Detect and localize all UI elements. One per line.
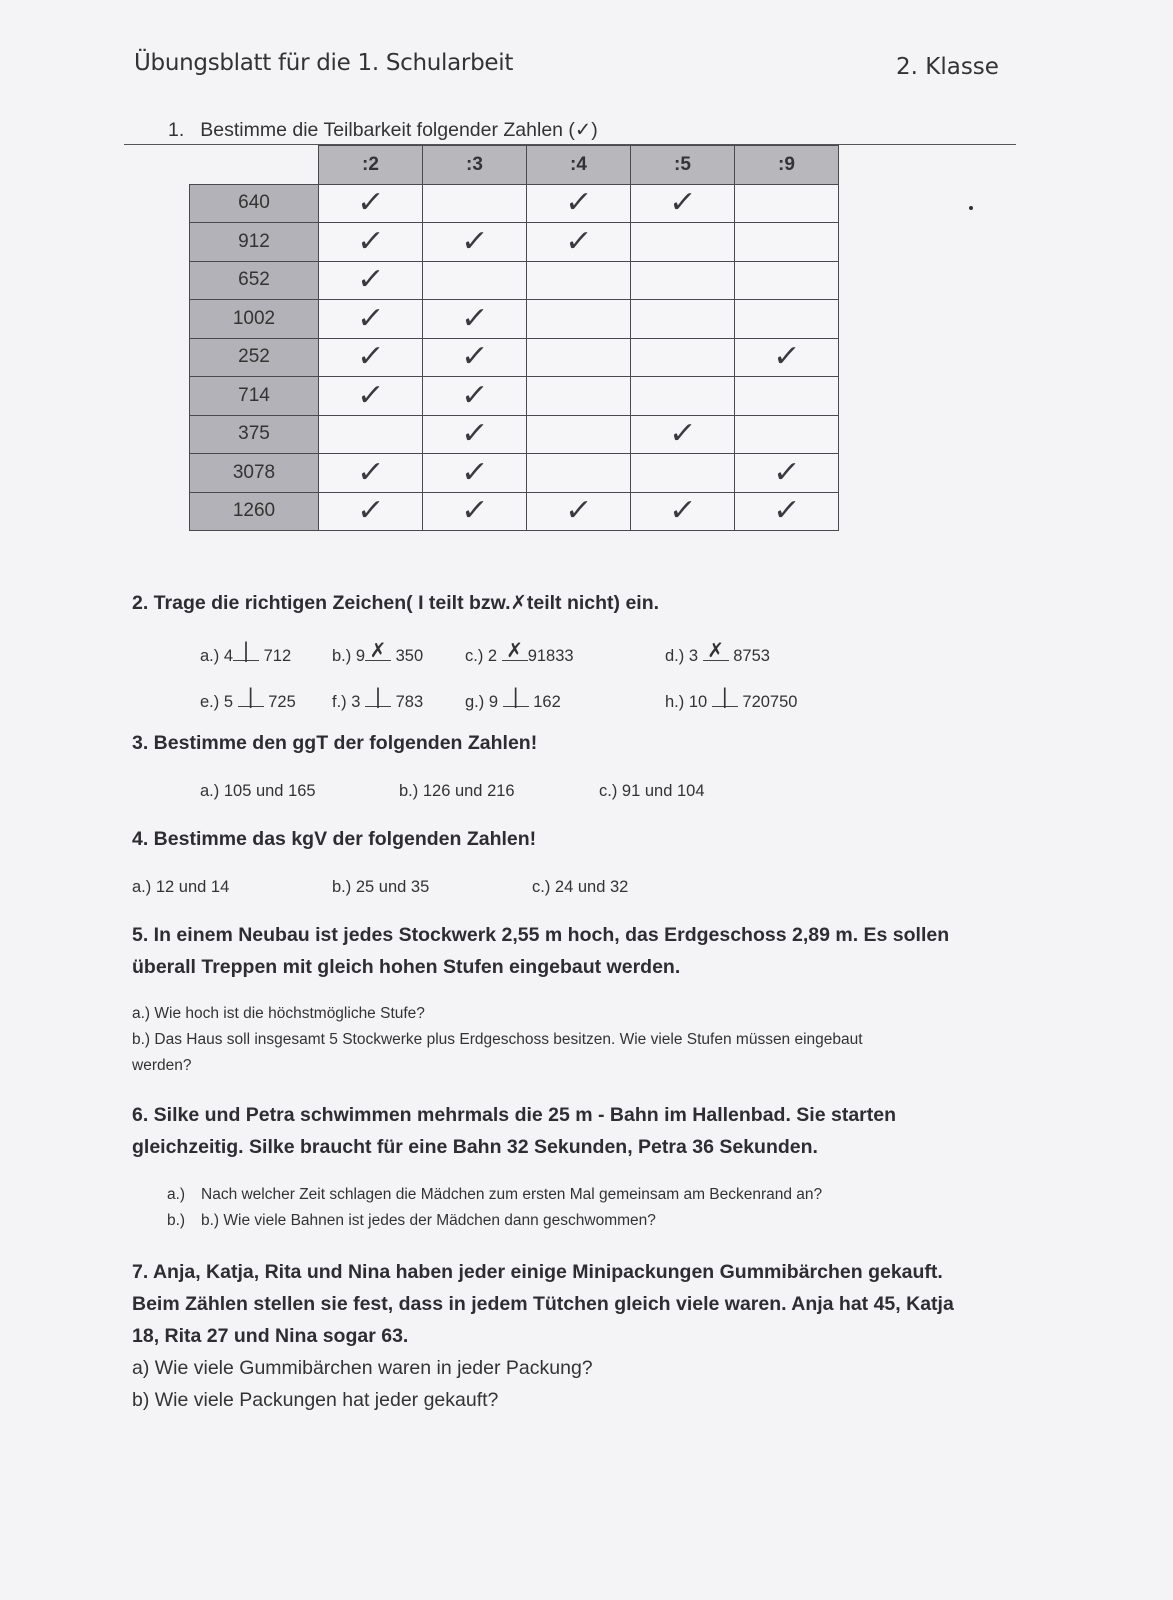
column-header: :9 <box>735 146 839 185</box>
check-mark-icon: ✓ <box>667 416 698 452</box>
question-1-number: 1. <box>168 119 185 141</box>
table-cell[interactable] <box>735 300 839 339</box>
check-mark-icon: ✓ <box>459 223 490 259</box>
table-cell[interactable] <box>631 415 735 454</box>
check-mark-icon: ✓ <box>459 416 490 452</box>
table-cell[interactable] <box>423 184 527 223</box>
question-7-line-3: 18, Rita 27 und Nina sogar 63. <box>132 1325 409 1347</box>
check-mark-icon: ✓ <box>459 377 490 413</box>
table-cell[interactable] <box>319 338 423 377</box>
table-cell[interactable] <box>735 415 839 454</box>
table-cell[interactable] <box>631 223 735 262</box>
question-7-subquestions <box>132 1352 593 1416</box>
check-mark-icon: ✓ <box>771 493 802 529</box>
table-cell[interactable] <box>423 454 527 493</box>
question-7-sub-b: b) Wie viele Packungen hat jeder gekauft? <box>132 1389 499 1411</box>
question-5-text <box>132 919 949 983</box>
question-5-sub-b-line-2: werden? <box>132 1057 192 1074</box>
item-value: 783 <box>395 693 424 711</box>
check-mark-icon: ✓ <box>771 454 802 490</box>
table-cell[interactable] <box>423 377 527 416</box>
table-cell[interactable] <box>527 300 631 339</box>
table-cell[interactable] <box>319 415 423 454</box>
divides-mark-icon: | <box>247 684 254 708</box>
item-label: f.) 3 <box>332 693 361 711</box>
sub-text: Nach welcher Zeit schlagen die Mädchen zum ersten Mal gemeinsam am Beckenrand an? <box>201 1186 823 1203</box>
divides-item-a <box>200 638 292 666</box>
divides-item-e <box>200 684 296 712</box>
question-6-line-1: 6. Silke und Petra schwimmen mehrmals die 25 m - Bahn im Hallenbad. Sie starten <box>132 1104 897 1126</box>
item-value: 91833 <box>527 647 574 665</box>
check-mark-icon: ✓ <box>459 493 490 529</box>
table-cell[interactable] <box>319 377 423 416</box>
table-cell[interactable] <box>735 261 839 300</box>
question-5-sub-b-line-1: b.) Das Haus soll insgesamt 5 Stockwerke plus Erdgeschoss besitzen. Wie viele Stufen müssen eingebaut <box>132 1031 863 1048</box>
table-cell[interactable] <box>423 338 527 377</box>
row-number: 640 <box>190 184 319 223</box>
check-mark-icon: ✓ <box>563 493 594 529</box>
question-7-text <box>132 1256 954 1352</box>
question-6-text <box>132 1099 896 1163</box>
table-cell[interactable] <box>527 377 631 416</box>
class-label: 2. Klasse <box>896 54 999 80</box>
table-cell[interactable] <box>631 300 735 339</box>
table-cell[interactable] <box>319 300 423 339</box>
table-cell[interactable] <box>735 377 839 416</box>
answer-blank[interactable] <box>503 684 529 708</box>
table-cell[interactable] <box>527 492 631 531</box>
table-cell[interactable] <box>527 338 631 377</box>
divides-item-c <box>465 638 574 666</box>
table-cell[interactable] <box>527 184 631 223</box>
answer-blank[interactable] <box>233 638 259 662</box>
table-cell[interactable] <box>631 338 735 377</box>
item-value: 350 <box>395 647 424 665</box>
divides-mark-icon: | <box>512 684 519 708</box>
table-corner <box>190 146 319 185</box>
question-2-text-post: teilt nicht) ein. <box>526 592 660 614</box>
check-mark-icon: ✓ <box>355 300 386 336</box>
item-label: a.) 4 <box>200 647 234 665</box>
table-row <box>190 338 839 377</box>
item-value: 720750 <box>742 693 798 711</box>
table-cell[interactable] <box>735 454 839 493</box>
table-cell[interactable] <box>631 377 735 416</box>
divisibility-table <box>189 145 839 531</box>
kgv-item-c: c.) 24 und 32 <box>532 878 629 896</box>
table-cell[interactable] <box>735 492 839 531</box>
question-7-sub-a: a) Wie viele Gummibärchen waren in jeder Packung? <box>132 1357 593 1379</box>
sub-label: b.) <box>167 1212 186 1229</box>
table-cell[interactable] <box>631 261 735 300</box>
check-mark-icon: ✓ <box>355 185 386 221</box>
ggt-item-c: c.) 91 und 104 <box>599 782 705 800</box>
table-cell[interactable] <box>423 261 527 300</box>
check-mark-icon: ✓ <box>459 300 490 336</box>
question-5-subquestions <box>132 1001 863 1079</box>
check-mark-icon: ✓ <box>355 223 386 259</box>
table-cell[interactable] <box>319 492 423 531</box>
column-header: :4 <box>527 146 631 185</box>
table-cell[interactable] <box>735 184 839 223</box>
table-cell[interactable] <box>631 184 735 223</box>
table-row <box>190 300 839 339</box>
table-row <box>190 261 839 300</box>
column-header: :2 <box>319 146 423 185</box>
answer-blank[interactable] <box>712 684 738 708</box>
divides-item-g <box>465 684 561 712</box>
item-label: d.) 3 <box>665 647 699 665</box>
check-mark-icon: ✓ <box>667 493 698 529</box>
not-divides-mark-icon: ✗ <box>506 638 524 662</box>
table-row <box>190 223 839 262</box>
table-cell[interactable] <box>319 261 423 300</box>
column-header: :3 <box>423 146 527 185</box>
item-label: h.) 10 <box>665 693 708 711</box>
not-divides-mark-icon: ✗ <box>369 638 387 662</box>
sub-text: b.) Wie viele Bahnen ist jedes der Mädchen dann geschwommen? <box>201 1212 656 1229</box>
row-number: 714 <box>190 377 319 416</box>
divides-item-d <box>665 638 770 666</box>
row-number: 252 <box>190 338 319 377</box>
check-mark-icon: ✓ <box>563 223 594 259</box>
question-7-line-2: Beim Zählen stellen sie fest, dass in jedem Tütchen gleich viele waren. Anja hat 45, Katja <box>132 1293 954 1315</box>
table-row <box>190 492 839 531</box>
check-mark-icon: ✓ <box>355 262 386 298</box>
kgv-item-a: a.) 12 und 14 <box>132 878 230 896</box>
answer-blank[interactable] <box>365 638 391 662</box>
question-1-text: Bestimme die Teilbarkeit folgender Zahlen (✓) <box>200 119 598 141</box>
question-5-line-1: 5. In einem Neubau ist jedes Stockwerk 2,55 m hoch, das Erdgeschoss 2,89 m. Es sollen <box>132 924 950 946</box>
ggt-item-b: b.) 126 und 216 <box>399 782 515 800</box>
kgv-item-b: b.) 25 und 35 <box>332 878 430 896</box>
table-row <box>190 184 839 223</box>
item-label: g.) 9 <box>465 693 499 711</box>
stray-dot <box>969 206 973 210</box>
divides-mark-icon: | <box>721 684 729 708</box>
sub-label: a.) <box>167 1186 186 1203</box>
check-mark-icon: ✓ <box>459 339 490 375</box>
item-value: 712 <box>263 647 292 665</box>
divides-mark-icon: | <box>374 684 382 708</box>
question-5-line-2: überall Treppen mit gleich hohen Stufen eingebaut werden. <box>132 956 681 978</box>
divides-item-f <box>332 684 424 712</box>
divides-item-b <box>332 638 424 666</box>
item-label: c.) 2 <box>465 647 498 665</box>
not-divides-mark-icon: ✗ <box>707 638 724 662</box>
table-cell[interactable] <box>319 454 423 493</box>
table-cell[interactable] <box>631 454 735 493</box>
table-header-row <box>190 146 839 185</box>
table-cell[interactable] <box>735 223 839 262</box>
row-number: 1260 <box>190 492 319 531</box>
question-6-sub-a <box>167 1182 822 1208</box>
divides-item-h <box>665 684 798 712</box>
question-5-sub-a: a.) Wie hoch ist die höchstmögliche Stufe? <box>132 1005 425 1022</box>
table-cell[interactable] <box>423 223 527 262</box>
row-number: 3078 <box>190 454 319 493</box>
table-row <box>190 377 839 416</box>
question-6-line-2: gleichzeitig. Silke braucht für eine Bahn 32 Sekunden, Petra 36 Sekunden. <box>132 1136 818 1158</box>
table-cell[interactable] <box>423 300 527 339</box>
table-row <box>190 454 839 493</box>
answer-blank[interactable] <box>238 684 264 708</box>
column-header: :5 <box>631 146 735 185</box>
worksheet-title: Übungsblatt für die 1. Schularbeit <box>134 50 514 76</box>
item-label: e.) 5 <box>200 693 234 711</box>
item-label: b.) 9 <box>332 647 366 665</box>
row-number: 912 <box>190 223 319 262</box>
check-mark-icon: ✓ <box>355 493 386 529</box>
check-mark-icon: ✓ <box>563 185 594 221</box>
table-cell[interactable] <box>423 415 527 454</box>
table-cell[interactable] <box>527 223 631 262</box>
answer-blank[interactable] <box>703 638 729 662</box>
check-mark-icon: ✓ <box>667 185 698 221</box>
table-cell[interactable] <box>423 492 527 531</box>
table-cell[interactable] <box>527 261 631 300</box>
ggt-item-a: a.) 105 und 165 <box>200 782 316 800</box>
answer-blank[interactable] <box>502 638 528 662</box>
table-cell[interactable] <box>319 223 423 262</box>
table-row <box>190 415 839 454</box>
question-1-heading <box>168 118 598 142</box>
question-2-heading <box>132 591 659 615</box>
check-mark-icon: ✓ <box>355 454 386 490</box>
question-6-subquestions <box>167 1182 822 1234</box>
answer-blank[interactable] <box>365 684 391 708</box>
row-number: 652 <box>190 261 319 300</box>
check-mark-icon: ✓ <box>771 339 802 375</box>
check-mark-icon: ✓ <box>355 339 386 375</box>
item-value: 162 <box>533 693 561 711</box>
item-value: 8753 <box>733 647 770 665</box>
row-number: 375 <box>190 415 319 454</box>
table-cell[interactable] <box>735 338 839 377</box>
table-cell[interactable] <box>527 415 631 454</box>
question-3-heading: 3. Bestimme den ggT der folgenden Zahlen! <box>132 732 538 754</box>
question-4-heading: 4. Bestimme das kgV der folgenden Zahlen! <box>132 828 537 850</box>
question-7-line-1: 7. Anja, Katja, Rita und Nina haben jeder einige Minipackungen Gummibärchen gekauft. <box>132 1261 943 1283</box>
check-mark-icon: ✓ <box>459 454 490 490</box>
question-6-sub-b <box>167 1208 822 1234</box>
table-cell[interactable] <box>527 454 631 493</box>
row-number: 1002 <box>190 300 319 339</box>
table-cell[interactable] <box>319 184 423 223</box>
check-mark-icon: ✓ <box>355 377 386 413</box>
divides-mark-icon: | <box>242 638 250 662</box>
cross-mark-icon: ✗ <box>510 591 527 614</box>
question-2-text-pre: 2. Trage die richtigen Zeichen( I teilt bzw. <box>132 592 511 614</box>
table-cell[interactable] <box>631 492 735 531</box>
item-value: 725 <box>268 693 296 711</box>
